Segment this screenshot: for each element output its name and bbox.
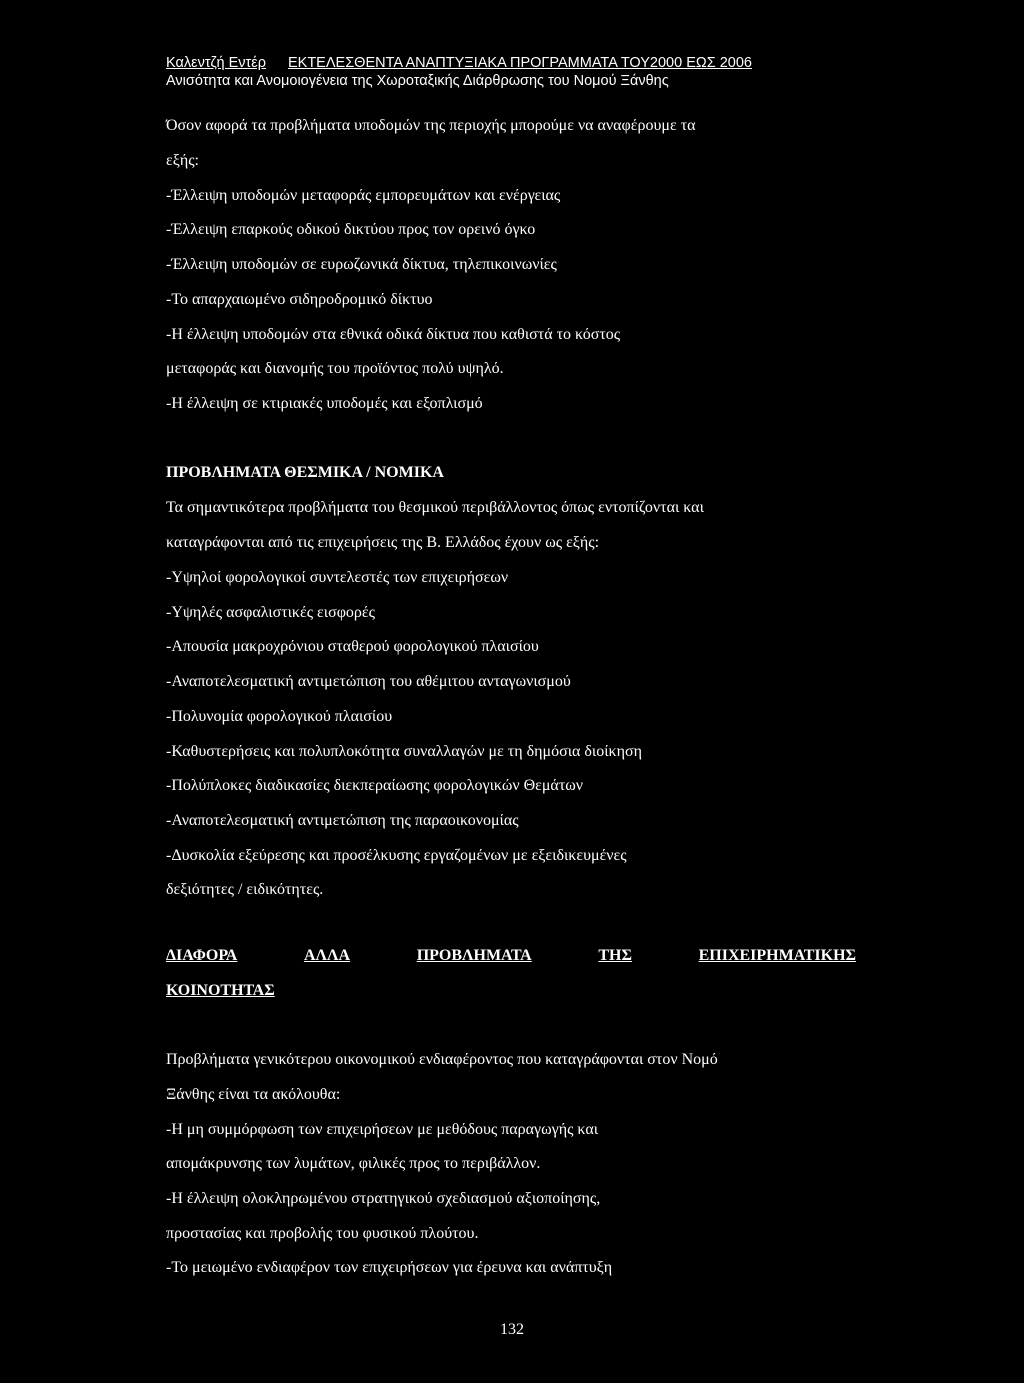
list-item: -Απουσία μακροχρόνιου σταθερού φορολογικού πλαισίου	[166, 638, 539, 655]
section3-heading-word: ΑΛΛΑ	[303, 947, 351, 964]
list-item: προστασίας και προβολής του φυσικού πλούτου.	[166, 1225, 479, 1242]
section3-heading-line2: ΚΟΙΝΟΤΗΤΑΣ	[166, 982, 275, 999]
header-program-title: ΕΚΤΕΛΕΣΘΕΝΤΑ ΑΝΑΠΤΥΞΙΑΚΑ ΠΡΟΓΡΑΜΜΑΤΑ ΤΟΥ2000 ΕΩΣ 2006	[287, 55, 752, 71]
list-item: -Αναποτελεσματική αντιμετώπιση της παραοικονομίας	[166, 812, 519, 829]
section2-intro-line1: Τα σημαντικότερα προβλήματα του θεσμικού περιβάλλοντος όπως εντοπίζονται και	[166, 499, 704, 516]
list-item: -Έλλειψη επαρκούς οδικού δικτύου προς τον ορεινό όγκο	[166, 221, 536, 238]
list-item: -Η μη συμμόρφωση των επιχειρήσεων με μεθόδους παραγωγής και	[166, 1121, 599, 1138]
section2-intro-line2: καταγράφονται από τις επιχειρήσεις της Β. Ελλάδος έχουν ως εξής:	[166, 534, 600, 551]
list-item: απομάκρυνσης των λυμάτων, φιλικές προς το περιβάλλον.	[166, 1155, 541, 1172]
list-item: -Υψηλές ασφαλιστικές εισφορές	[166, 604, 375, 621]
page-number: 132	[500, 1321, 524, 1338]
list-item: -Η έλλειψη ολοκληρωμένου στρατηγικού σχεδιασμού αξιοποίησης,	[166, 1190, 601, 1207]
section3-heading-word: ΤΗΣ	[598, 947, 632, 964]
section1-intro-line2: εξής:	[166, 152, 199, 169]
section2-heading: ΠΡΟΒΛΗΜΑΤΑ ΘΕΣΜΙΚΑ / ΝΟΜΙΚΑ	[166, 464, 444, 481]
section3-intro-line2: Ξάνθης είναι τα ακόλουθα:	[166, 1086, 341, 1103]
list-item: -Πολυνομία φορολογικού πλαισίου	[166, 708, 393, 725]
list-item: -Το μειωμένο ενδιαφέρον των επιχειρήσεων για έρευνα και ανάπτυξη	[166, 1259, 613, 1276]
section3-heading	[166, 946, 856, 966]
list-item: μεταφοράς και διανομής του προϊόντος πολύ υψηλό.	[166, 360, 504, 377]
header-author: Καλεντζή Εντέρ	[166, 55, 266, 71]
list-item: -Καθυστερήσεις και πολυπλοκότητα συναλλαγών με τη δημόσια διοίκηση	[166, 743, 642, 760]
section3-heading-word: ΕΠΙΧΕΙΡΗΜΑΤΙΚΗΣ	[698, 947, 856, 964]
list-item: -Η έλλειψη σε κτιριακές υποδομές και εξοπλισμό	[166, 395, 483, 412]
list-item: -Υψηλοί φορολογικοί συντελεστές των επιχειρήσεων	[166, 569, 509, 586]
section1-intro-line1: Όσον αφορά τα προβλήματα υποδομών της περιοχής μπορούμε να αναφέρουμε τα	[166, 117, 696, 134]
list-item: -Αναποτελεσματική αντιμετώπιση του αθέμιτου ανταγωνισμού	[166, 673, 571, 690]
list-item: δεξιότητες / ειδικότητες.	[166, 881, 324, 898]
list-item: -Πολύπλοκες διαδικασίες διεκπεραίωσης φορολογικών Θεμάτων	[166, 777, 584, 794]
list-item: -Έλλειψη υποδομών μεταφοράς εμπορευμάτων και ενέργειας	[166, 187, 561, 204]
list-item: -Δυσκολία εξεύρεσης και προσέλκυσης εργαζομένων με εξειδικευμένες	[166, 847, 627, 864]
list-item: -Το απαρχαιωμένο σιδηροδρομικό δίκτυο	[166, 291, 433, 308]
list-item: -Η έλλειψη υποδομών στα εθνικά οδικά δίκτυα που καθιστά το κόστος	[166, 326, 621, 343]
section3-intro-line1: Προβλήματα γενικότερου οικονομικού ενδιαφέροντος που καταγράφονται στον Νομό	[166, 1051, 718, 1068]
running-header	[166, 54, 866, 90]
list-item: -Έλλειψη υποδομών σε ευρωζωνικά δίκτυα, τηλεπικοινωνίες	[166, 256, 557, 273]
section3-heading-word: ΔΙΑΦΟΡΑ	[166, 947, 238, 964]
section3-heading-word: ΠΡΟΒΛΗΜΑΤΑ	[416, 947, 532, 964]
header-row	[166, 54, 866, 72]
header-subtitle: Ανισότητα και Ανομοιογένεια της Χωροταξικής Διάρθρωσης του Νομού Ξάνθης	[166, 73, 669, 89]
